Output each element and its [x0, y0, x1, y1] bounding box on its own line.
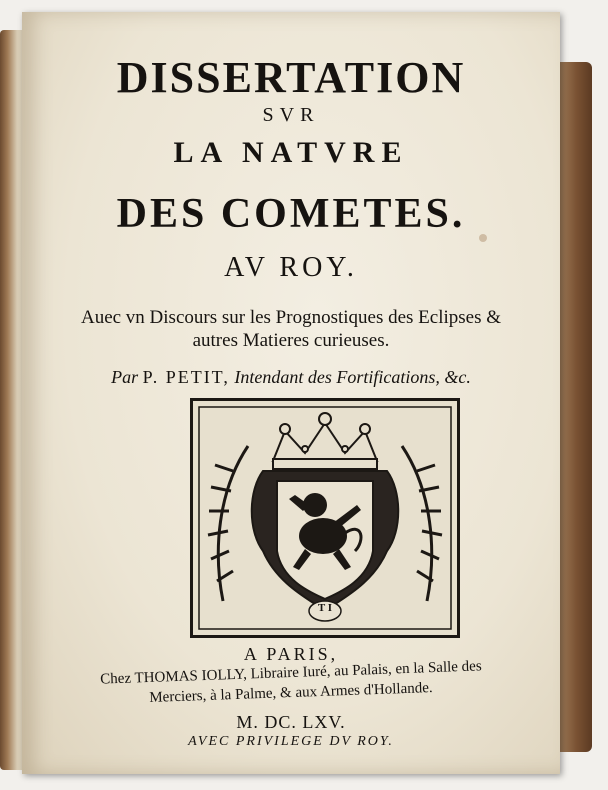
author-par: Par	[111, 367, 139, 387]
imprint-city: A PARIS,	[243, 644, 339, 664]
subtitle-line-1: Auec vn Discours sur les Prognostiques des Eclipses &	[80, 307, 502, 328]
title-nature: LA NATVRE	[173, 136, 409, 169]
title-page	[22, 12, 560, 774]
title-sur: SVR	[262, 104, 320, 126]
imprint-line-1: Chez THOMAS IOLLY, Libraire Iuré, au Palais, en la Salle des	[100, 658, 482, 688]
imprint-date: M. DC. LXV.	[236, 712, 346, 732]
paper-stain	[479, 234, 487, 242]
author-role: Intendant des Fortifications, &c.	[234, 367, 471, 387]
author-line	[22, 367, 560, 388]
title-dedication: AV ROY.	[224, 252, 358, 283]
lion-crest-icon	[193, 401, 457, 635]
imprint-line-2: Merciers, à la Palme, & aux Armes d'Hollande.	[149, 680, 433, 706]
author-name: P. PETIT,	[142, 367, 230, 387]
main-title: DISSERTATION	[116, 53, 466, 102]
printer-device-emblem	[190, 398, 460, 638]
emblem-monogram: T I	[317, 602, 333, 614]
title-cometes: DES COMETES.	[116, 191, 466, 237]
subtitle-line-2: autres Matieres curieuses.	[192, 330, 390, 351]
imprint-privilege: AVEC PRIVILEGE DV ROY.	[188, 734, 394, 749]
